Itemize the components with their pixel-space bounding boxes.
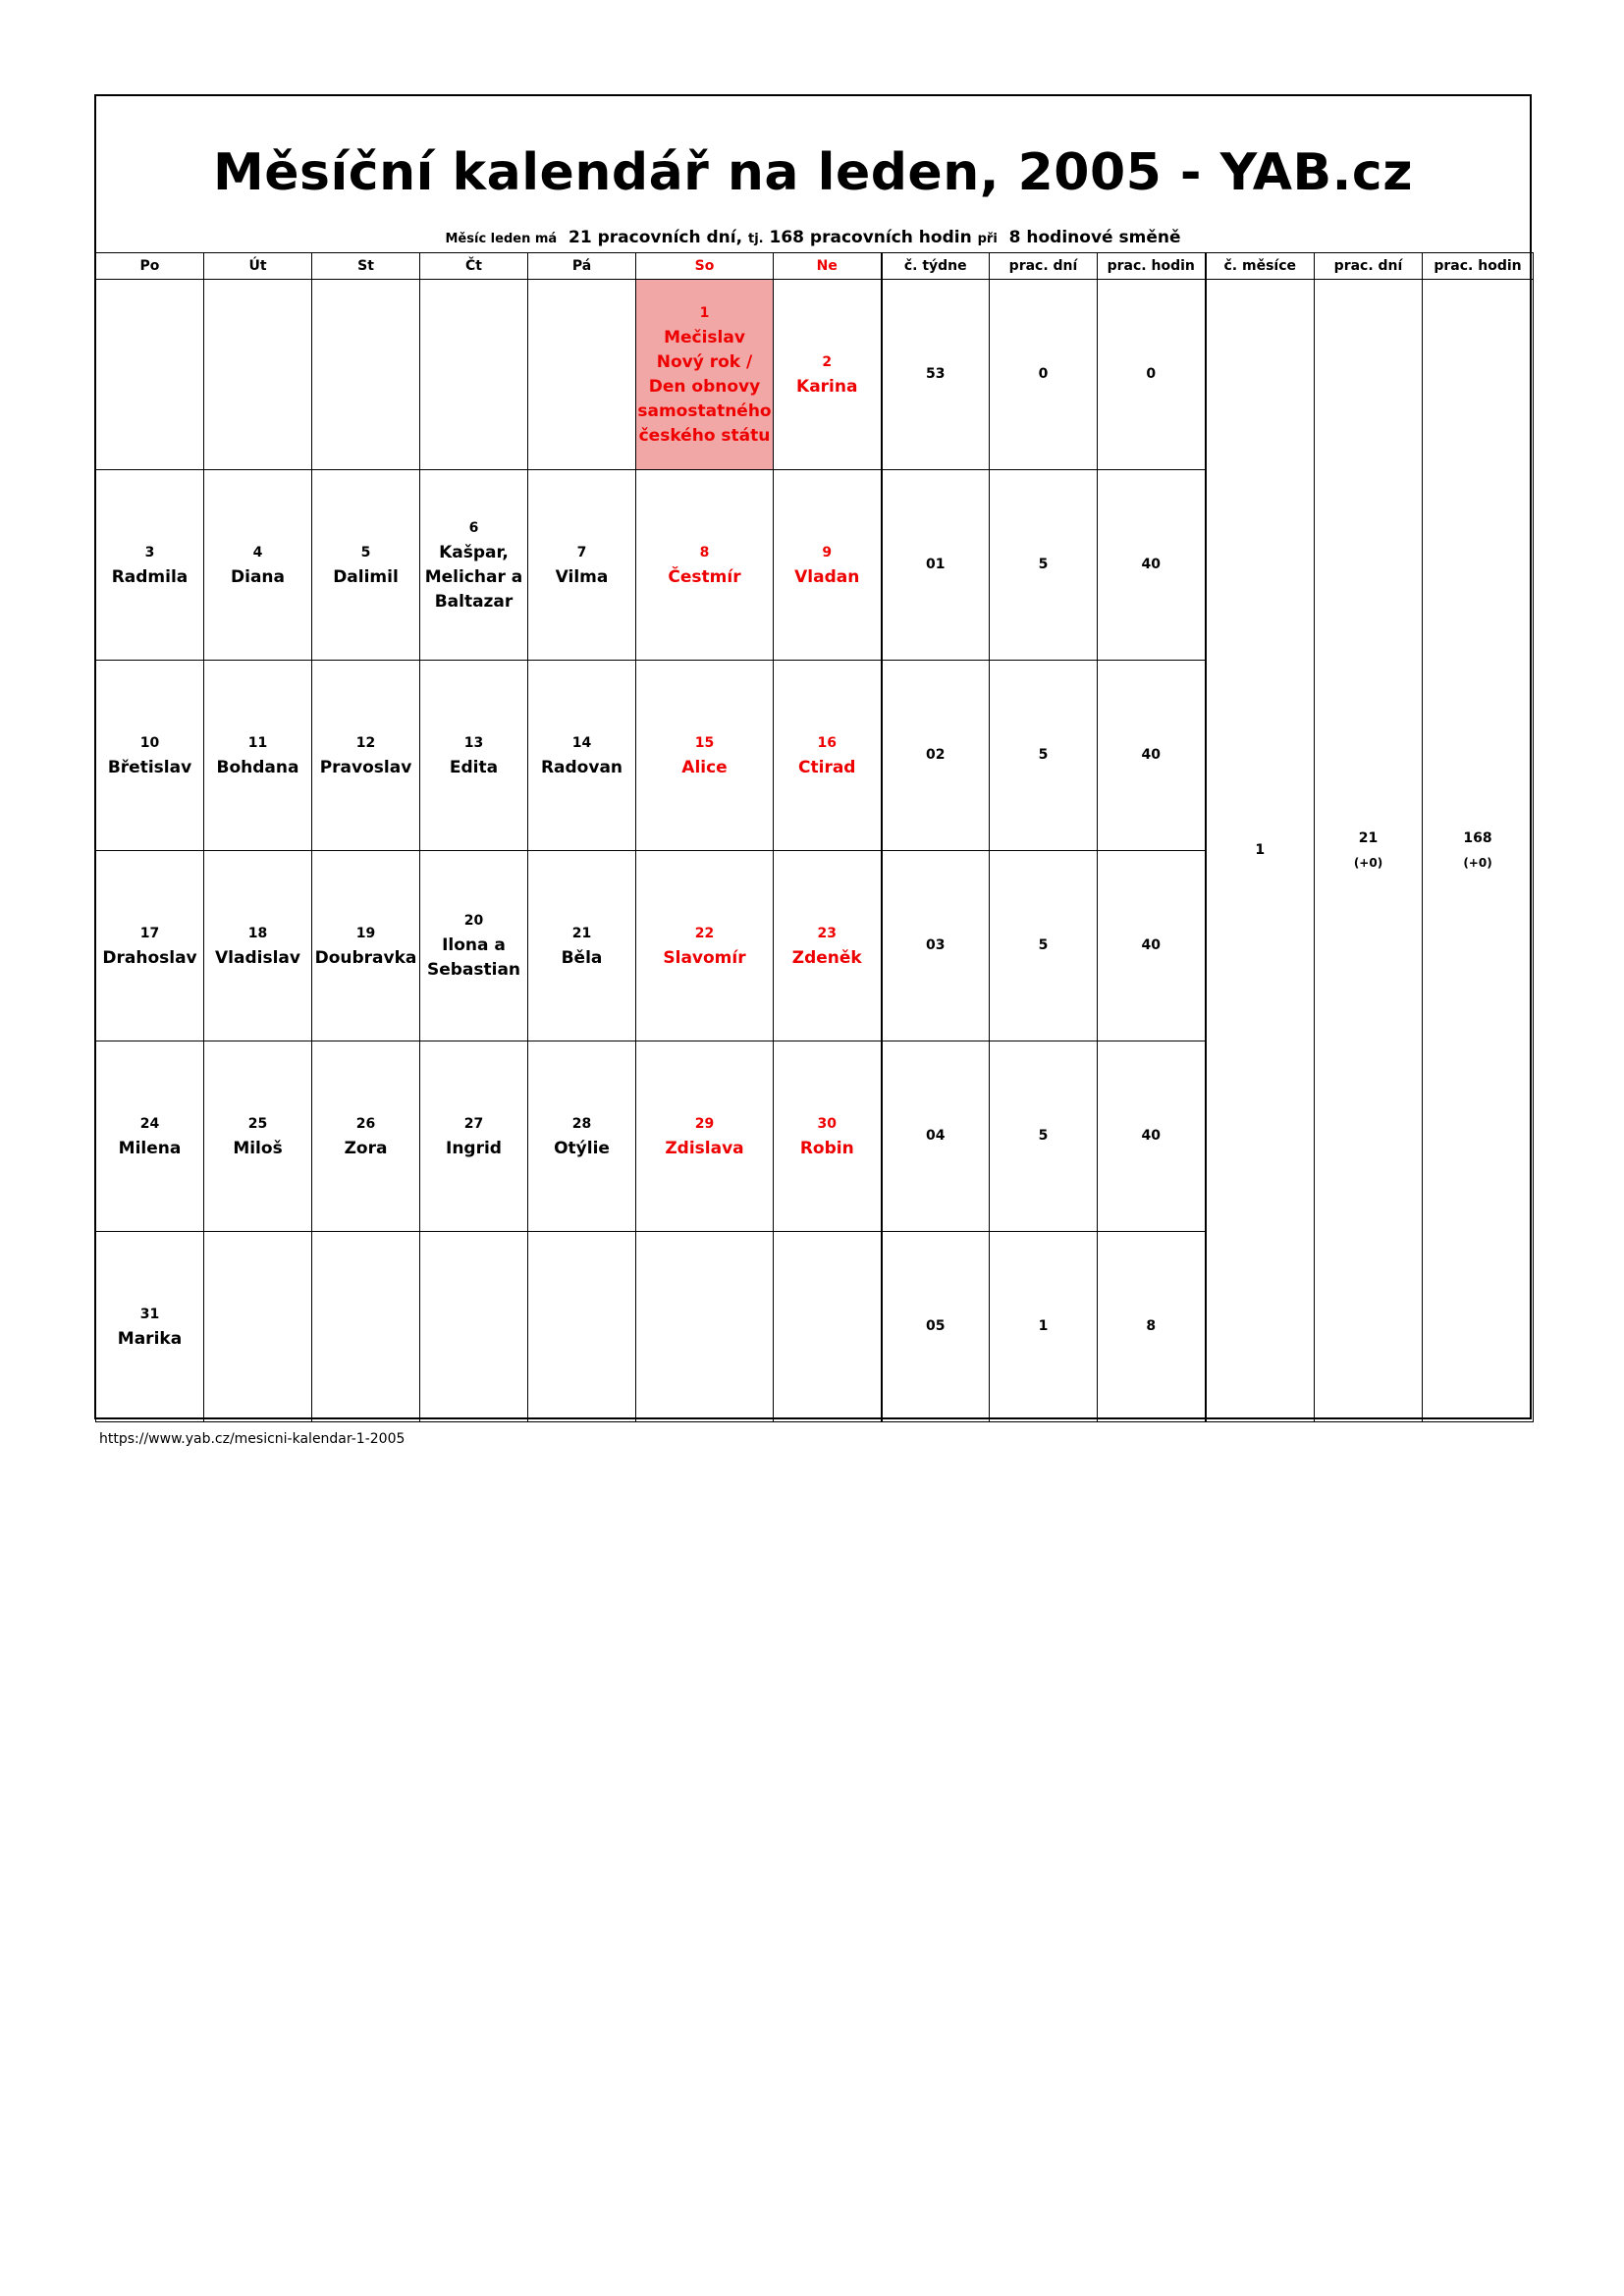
day-name: Pravoslav <box>319 757 412 777</box>
day-cell[interactable] <box>420 851 528 1041</box>
day-name: Vladan <box>794 566 860 587</box>
header-ut: Út <box>204 253 312 280</box>
day-cell[interactable] <box>636 470 774 661</box>
week-work-hours: 40 <box>1098 661 1206 851</box>
day-number: 10 <box>139 734 160 751</box>
week-number: 02 <box>882 661 990 851</box>
header-work-hours: prac. hodin <box>1098 253 1206 280</box>
week-work-hours: 40 <box>1098 1041 1206 1232</box>
day-name: Zdeněk <box>791 947 862 968</box>
summary-hours: 168 pracovních hodin <box>769 228 972 247</box>
day-cell[interactable] <box>204 661 312 851</box>
calendar-sheet <box>94 94 1532 1419</box>
header-work-days: prac. dní <box>990 253 1098 280</box>
day-number: 13 <box>463 734 484 751</box>
month-work-hours <box>1423 280 1534 1422</box>
week-number: 01 <box>882 470 990 661</box>
day-cell[interactable] <box>774 1041 882 1232</box>
week-number: 53 <box>882 280 990 470</box>
day-name: Diana <box>231 566 285 587</box>
day-cell[interactable] <box>96 470 204 661</box>
day-cell[interactable] <box>420 280 528 470</box>
day-cell[interactable] <box>528 1041 636 1232</box>
day-name: Mečislav <box>664 327 745 347</box>
day-name: Radmila <box>111 566 189 587</box>
day-number: 28 <box>571 1115 592 1132</box>
day-name: Radovan <box>540 757 623 777</box>
day-name: Robin <box>799 1138 854 1158</box>
day-name: Marika <box>117 1328 183 1349</box>
day-number: 19 <box>355 925 376 941</box>
header-ne: Ne <box>774 253 882 280</box>
week-work-hours: 0 <box>1098 280 1206 470</box>
week-work-hours: 40 <box>1098 851 1206 1041</box>
summary-tj: tj. <box>747 232 764 246</box>
week-work-days: 5 <box>990 1041 1098 1232</box>
month-summary-line <box>96 228 1530 247</box>
header-st: St <box>312 253 420 280</box>
day-number: 12 <box>355 734 376 751</box>
day-name: Zora <box>344 1138 388 1158</box>
day-cell[interactable] <box>204 1041 312 1232</box>
day-name: Slavomír <box>663 947 746 968</box>
header-month-work-hours: prac. hodin <box>1423 253 1534 280</box>
week-row <box>96 280 1534 470</box>
day-number: 17 <box>139 925 160 941</box>
day-number: 25 <box>247 1115 268 1132</box>
day-name: Drahoslav <box>102 947 197 968</box>
day-cell[interactable] <box>774 1232 882 1422</box>
week-work-hours: 8 <box>1098 1232 1206 1422</box>
day-name: Doubravka <box>314 947 417 968</box>
header-month-work-days: prac. dní <box>1315 253 1423 280</box>
holiday-name: Nový rok / Den obnovy samostatného českého státu <box>637 351 772 446</box>
day-cell[interactable] <box>96 1041 204 1232</box>
day-cell[interactable] <box>420 1232 528 1422</box>
day-number: 20 <box>463 913 484 929</box>
day-number: 21 <box>571 925 592 941</box>
month-number: 1 <box>1206 280 1315 1422</box>
day-number: 23 <box>817 925 837 941</box>
day-number: 22 <box>694 925 715 941</box>
day-number: 24 <box>139 1115 160 1132</box>
header-po: Po <box>96 253 204 280</box>
header-so: So <box>636 253 774 280</box>
week-work-days: 5 <box>990 470 1098 661</box>
summary-pri: při <box>977 232 998 246</box>
day-cell[interactable] <box>636 1041 774 1232</box>
day-cell[interactable] <box>774 280 882 470</box>
day-cell[interactable] <box>528 851 636 1041</box>
day-number: 31 <box>139 1306 160 1322</box>
day-number: 6 <box>468 519 479 536</box>
day-number: 11 <box>247 734 268 751</box>
day-name: Otýlie <box>554 1138 610 1158</box>
month-work-hours-value: 168 <box>1463 829 1492 846</box>
day-cell[interactable] <box>774 851 882 1041</box>
page-title: Měsíční kalendář na leden, 2005 - YAB.cz <box>213 143 1413 202</box>
day-cell[interactable] <box>636 1232 774 1422</box>
day-number: 9 <box>822 544 833 561</box>
week-number: 03 <box>882 851 990 1041</box>
header-row <box>96 253 1534 280</box>
day-cell[interactable] <box>204 1232 312 1422</box>
week-work-days: 0 <box>990 280 1098 470</box>
month-work-days-value: 21 <box>1358 829 1379 846</box>
day-number: 3 <box>144 544 155 561</box>
header-ct: Čt <box>420 253 528 280</box>
day-cell[interactable] <box>528 1232 636 1422</box>
month-work-days <box>1315 280 1423 1422</box>
day-cell[interactable] <box>312 851 420 1041</box>
day-cell[interactable] <box>96 661 204 851</box>
week-number: 05 <box>882 1232 990 1422</box>
day-number: 4 <box>252 544 263 561</box>
day-name: Ingrid <box>446 1138 502 1158</box>
month-work-hours-diff: (+0) <box>1463 855 1492 870</box>
day-name: Zdislava <box>665 1138 744 1158</box>
week-work-days: 5 <box>990 851 1098 1041</box>
day-cell[interactable] <box>420 661 528 851</box>
day-name: Karina <box>796 376 858 397</box>
day-name: Čestmír <box>668 566 741 587</box>
day-cell[interactable] <box>636 851 774 1041</box>
day-number: 26 <box>355 1115 376 1132</box>
week-work-hours: 40 <box>1098 470 1206 661</box>
day-name: Běla <box>561 947 603 968</box>
day-number: 27 <box>463 1115 484 1132</box>
day-cell[interactable] <box>96 851 204 1041</box>
day-number: 7 <box>576 544 587 561</box>
day-cell[interactable] <box>420 1041 528 1232</box>
day-cell[interactable] <box>528 661 636 851</box>
day-cell[interactable] <box>774 470 882 661</box>
day-cell[interactable] <box>204 470 312 661</box>
day-name: Ilona a Sebastian <box>426 935 521 980</box>
day-name: Břetislav <box>107 757 192 777</box>
day-name: Milena <box>118 1138 182 1158</box>
summary-days: 21 pracovních dní, <box>568 228 743 247</box>
day-name: Dalimil <box>333 566 399 587</box>
summary-shift: 8 hodinové směně <box>1008 228 1181 247</box>
day-name: Vilma <box>555 566 609 587</box>
day-cell[interactable] <box>636 661 774 851</box>
day-cell[interactable] <box>420 470 528 661</box>
day-number: 29 <box>694 1115 715 1132</box>
day-number: 1 <box>699 304 710 321</box>
day-number: 8 <box>699 544 710 561</box>
day-cell[interactable] <box>204 851 312 1041</box>
calendar-table <box>95 252 1534 1422</box>
day-number: 18 <box>247 925 268 941</box>
day-number: 16 <box>817 734 837 751</box>
day-number: 2 <box>822 353 833 370</box>
day-cell[interactable] <box>312 1232 420 1422</box>
week-number: 04 <box>882 1041 990 1232</box>
day-name: Vladislav <box>215 947 300 968</box>
header-pa: Pá <box>528 253 636 280</box>
day-cell[interactable] <box>96 280 204 470</box>
month-work-days-diff: (+0) <box>1353 855 1383 870</box>
header-week-no: č. týdne <box>882 253 990 280</box>
day-cell[interactable] <box>312 280 420 470</box>
day-cell[interactable] <box>312 661 420 851</box>
day-name: Alice <box>681 757 728 777</box>
day-number: 30 <box>817 1115 837 1132</box>
summary-prefix: Měsíc leden má <box>445 232 558 246</box>
day-number: 15 <box>694 734 715 751</box>
footer-url[interactable]: https://www.yab.cz/mesicni-kalendar-1-2005 <box>99 1431 406 1447</box>
day-name: Ctirad <box>798 757 856 777</box>
day-name: Kašpar, Melichar a Baltazar <box>424 542 523 612</box>
day-number: 14 <box>571 734 592 751</box>
week-work-days: 1 <box>990 1232 1098 1422</box>
day-cell[interactable] <box>204 280 312 470</box>
day-name: Miloš <box>233 1138 283 1158</box>
day-cell[interactable] <box>312 470 420 661</box>
day-cell[interactable] <box>528 280 636 470</box>
day-cell[interactable] <box>528 470 636 661</box>
week-work-days: 5 <box>990 661 1098 851</box>
day-name: Edita <box>449 757 499 777</box>
day-cell[interactable] <box>774 661 882 851</box>
holiday-day-cell[interactable] <box>636 280 774 470</box>
day-number: 5 <box>360 544 371 561</box>
day-cell[interactable] <box>96 1232 204 1422</box>
day-cell[interactable] <box>312 1041 420 1232</box>
header-month-no: č. měsíce <box>1206 253 1315 280</box>
day-name: Bohdana <box>216 757 299 777</box>
